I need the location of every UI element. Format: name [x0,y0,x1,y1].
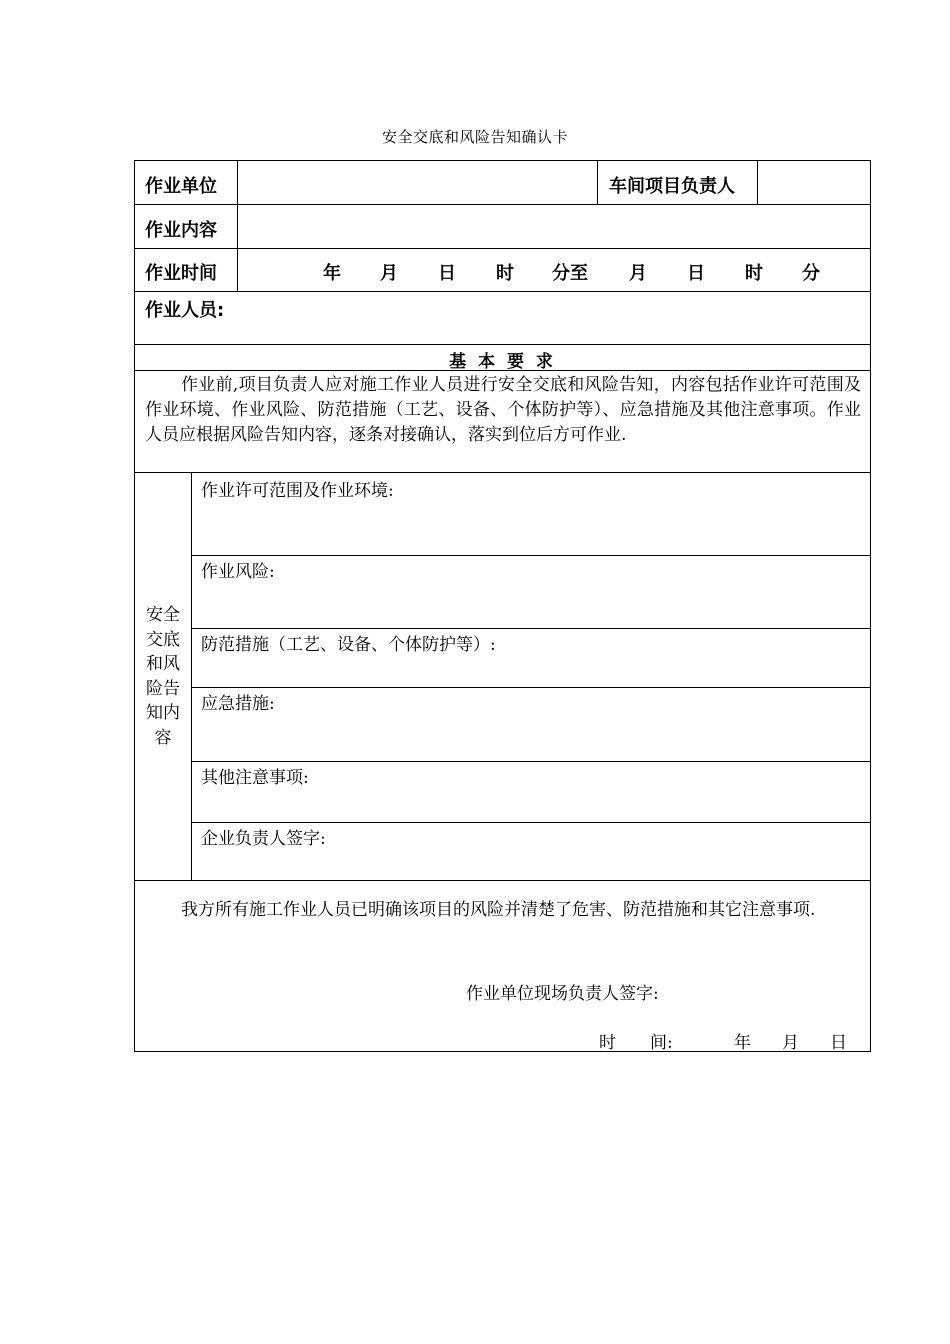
time-year: 年 [323,263,341,284]
time-label: 作业时间 [145,263,217,284]
requirements-text: 作业前,项目负责人应对施工作业人员进行安全交底和风险告知，内容包括作业许可范围及作业环境、作业风险、防范措施（工艺、设备、个体防护等）、应急措施及其他注意事项。作业人员应根据风险告知内容，逐条对接确认，落实到位后方可作业. [145,375,861,445]
row-divider [134,291,871,292]
leader-label: 车间项目负责人 [609,176,735,197]
other-notes-label: 其他注意事项: [201,768,309,788]
row-divider [134,248,871,249]
sub-row-divider [191,555,871,556]
time-end-month: 月 [629,263,647,284]
side-label-line: 和风 [146,654,180,674]
confirmation-statement: 我方所有施工作业人员已明确该项目的风险并清楚了危害、防范措施和其它注意事项. [181,900,816,920]
sub-row-divider [191,687,871,688]
prevention-label: 防范措施（工艺、设备、个体防护等）: [201,635,496,655]
content-field[interactable] [248,216,858,240]
content-label: 作业内容 [145,220,217,241]
side-label-line: 知内 [146,703,180,723]
time-end-minute: 分 [802,263,820,284]
unit-label: 作业单位 [145,176,217,197]
column-divider [597,160,598,204]
time-day: 日 [438,263,456,284]
side-label-line: 险告 [146,678,180,699]
enterprise-signature-label: 企业负责人签字: [201,829,326,849]
site-leader-signature-label: 作业单位现场负责人签字: [466,984,659,1004]
side-label-line: 交底 [146,629,180,650]
column-divider [191,472,192,880]
column-divider [757,160,758,204]
sub-row-divider [191,822,871,823]
time-month: 月 [380,263,398,284]
row-divider [134,880,871,881]
personnel-label: 作业人员: [145,300,225,321]
emergency-label: 应急措施: [201,694,275,714]
row-divider [134,204,871,205]
confirmation-year: 年 [734,1033,751,1053]
permit-scope-label: 作业许可范围及作业环境: [201,481,394,501]
side-label-line: 安全 [146,605,180,625]
confirmation-time-label: 时 间: [599,1033,673,1053]
risk-label: 作业风险: [201,562,275,582]
disclosure-side-label [143,603,183,750]
leader-field[interactable] [765,172,865,196]
time-end-day: 日 [687,263,705,284]
row-divider [134,344,871,345]
sub-row-divider [191,628,871,629]
sub-row-divider [191,761,871,762]
time-end-hour: 时 [745,263,763,284]
requirements-heading: 基 本 要 求 [449,352,556,372]
time-minute-to: 分至 [552,263,588,284]
row-divider [134,472,871,473]
form-title: 安全交底和风险告知确认卡 [381,128,568,146]
confirmation-day: 日 [830,1033,847,1053]
column-divider [237,160,238,292]
confirmation-month: 月 [782,1033,799,1053]
unit-field[interactable] [248,172,588,196]
side-label-line: 容 [154,727,172,748]
time-hour: 时 [496,263,514,284]
